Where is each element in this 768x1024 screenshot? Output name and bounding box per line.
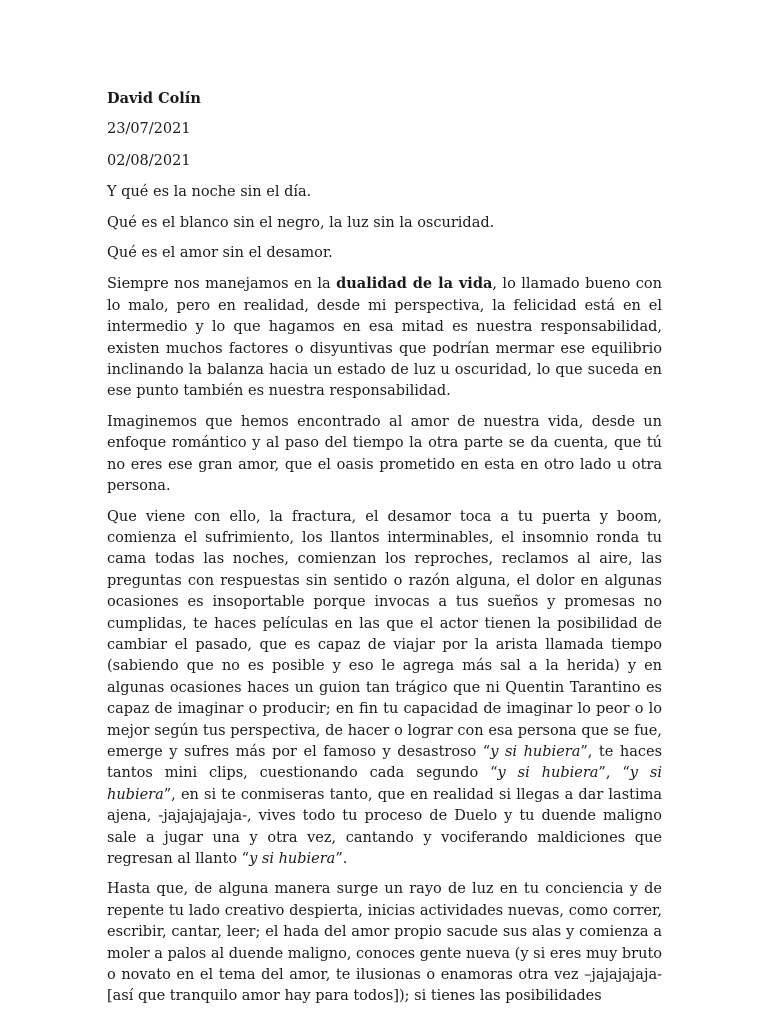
paragraph-3 — [107, 507, 662, 871]
p3-d: ”, en si te conmiseras tanto, que en realidad si llegas a dar lastima ajena, -jajajajajaja-, vives todo tu proceso de Duelo y tu duende maligno sale a jugar una y otra vez, cantando y vociferando maldiciones que regresan al llanto “ — [107, 786, 662, 867]
p3-e: ”. — [335, 851, 348, 867]
p3-c: ”, “ — [598, 765, 630, 782]
p1-pre: Siempre nos manejamos en la — [107, 276, 337, 293]
p3-b: ”, te haces tantos mini clips, cuestionando cada segundo “ — [107, 743, 663, 782]
p3-italic-4: y si hubiera — [249, 851, 336, 867]
date-2: 02/08/2021 — [107, 152, 191, 169]
p1-bold: dualidad de la vida — [336, 275, 493, 293]
line-3: Qué es el amor sin el desamor. — [107, 245, 333, 262]
p3-italic-3: y si hubiera — [107, 765, 662, 803]
p3-italic-1: y si hubiera — [490, 743, 581, 760]
paragraph-1 — [107, 273, 662, 402]
date-1: 23/07/2021 — [107, 121, 191, 138]
document-page — [107, 88, 662, 1017]
p3-italic-2: y si hubiera — [497, 765, 599, 782]
paragraph-2: Imaginemos que hemos encontrado al amor de nuestra vida, desde un enfoque romántico y al paso del tiempo la otra parte se da cuenta, que tú no eres ese gran amor, que el oasis prometido en esta en otro lado u otra persona. — [107, 413, 662, 495]
line-2: Qué es el blanco sin el negro, la luz sin la oscuridad. — [107, 214, 495, 231]
author-name: David Colín — [107, 90, 201, 107]
p1-post: , lo llamado bueno con lo malo, pero en realidad, desde mi perspectiva, la felicidad está en el intermedio y lo que hagamos en esa mitad es nuestra responsabilidad, existen muchos factores o disyuntivas que podrían mermar ese equilibrio inclinando la balanza hacia un estado de luz u oscuridad, lo que suceda en ese punto también es nuestra responsabilidad. — [107, 276, 662, 400]
paragraph-4: Hasta que, de alguna manera surge un rayo de luz en tu conciencia y de repente tu lado creativo despierta, inicias actividades nuevas, como correr, escribir, cantar, leer; el hada del amor propio sacude sus alas y comienza a moler a palos al duende maligno, conoces gente nueva (y si eres muy bruto o novato en el tema del amor, te ilusionas o enamoras otra vez –jajajajaja- [así que tranquilo amor hay para todos]); si tienes las posibilidades — [107, 881, 662, 1005]
p3-a: Que viene con ello, la fractura, el desamor toca a tu puerta y boom, comienza el sufrimiento, los llantos interminables, el insomnio ronda tu cama todas las noches, comienzan los reproches, reclamos al aire, las preguntas con respuestas sin sentido o razón alguna, el dolor en algunas ocasiones es insoportable porque invocas a tus sueños y promesas no cumplidas, te haces películas en las que el actor tienen la posibilidad de cambiar el pasado, que es capaz de viajar por la arista llamada tiempo (sabiendo que no es posible y eso le agrega más sal a la herida) y en algunas ocasiones haces un guion tan trágico que ni Quentin Tarantino es capaz de imaginar o producir; en fin tu capacidad de imaginar lo peor o lo mejor según tus perspectiva, de hacer o lograr con esa persona que se fue, emerge y sufres más por el famoso y desastroso “ — [107, 508, 662, 760]
line-1: Y qué es la noche sin el día. — [107, 184, 312, 201]
